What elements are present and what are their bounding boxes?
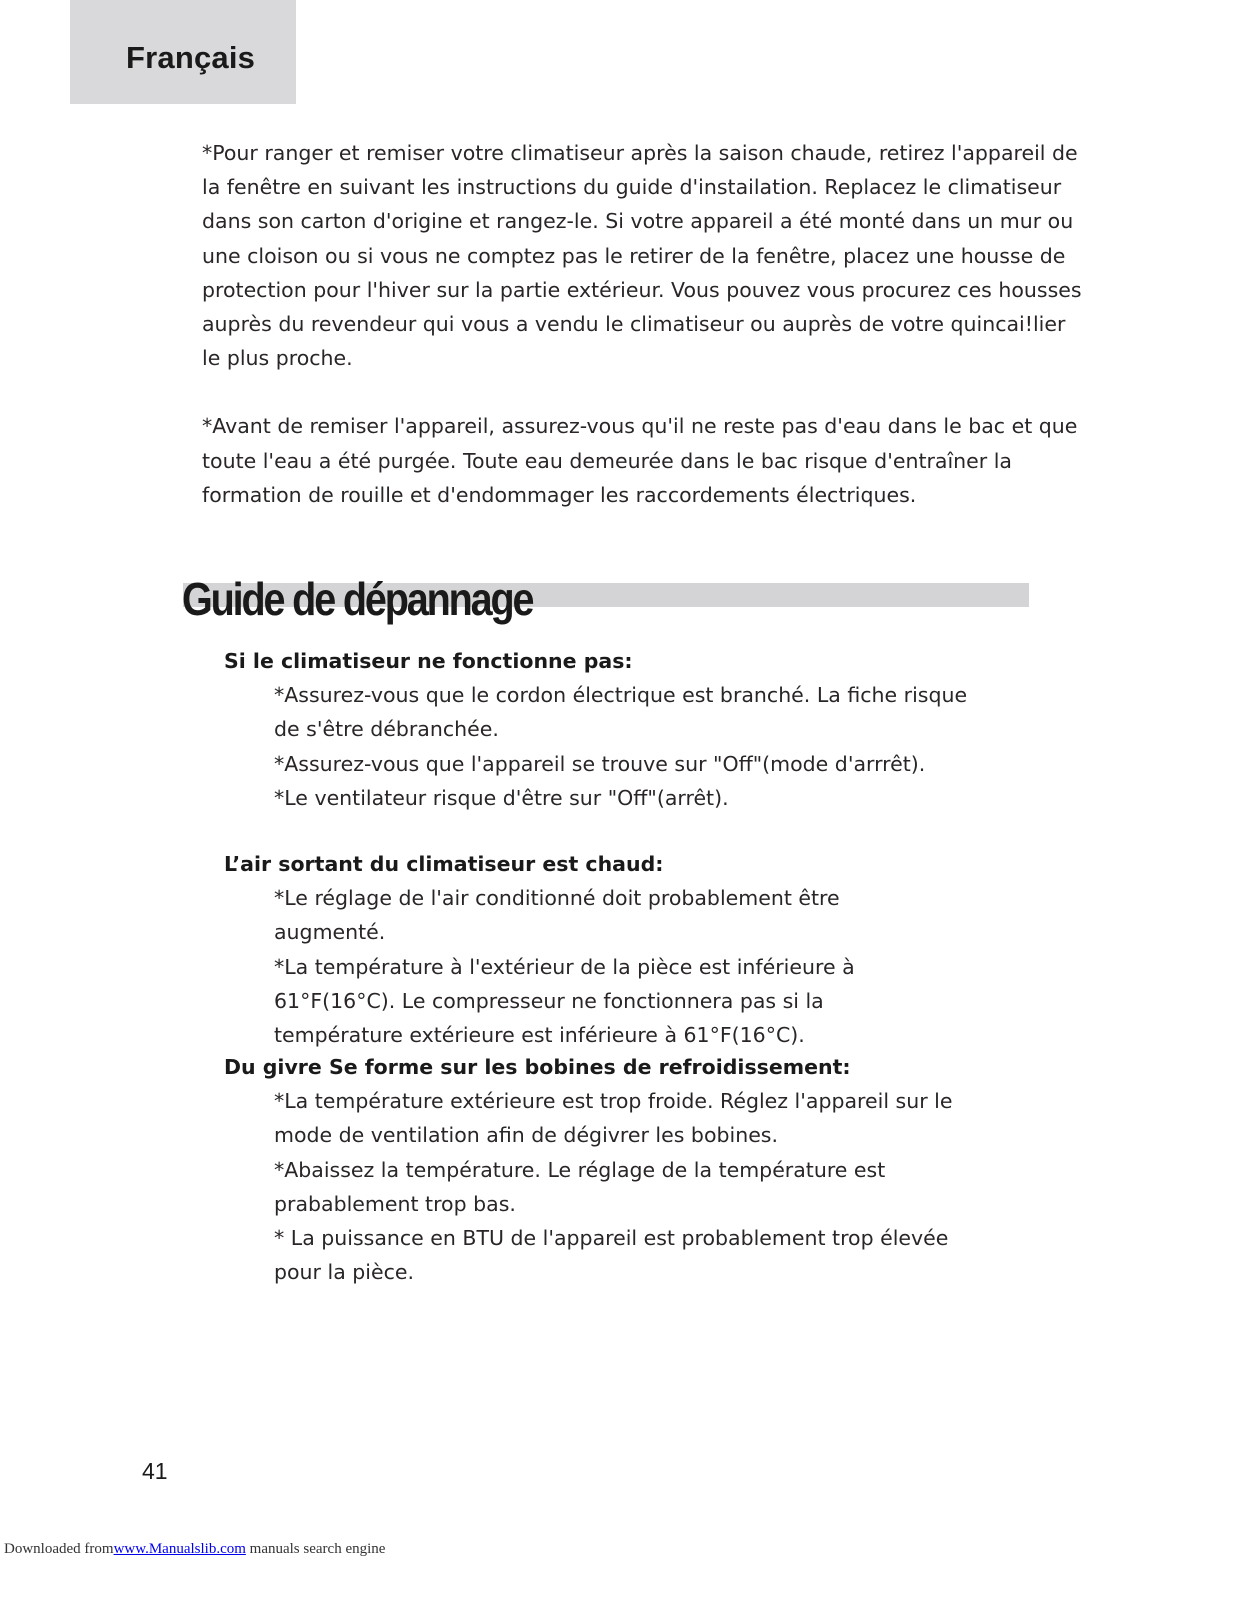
- manualslib-link[interactable]: www.Manualslib.com: [113, 1541, 246, 1557]
- list-item: *Assurez-vous que l'appareil se trouve sur "Off"(mode d'arrrêt).: [274, 751, 926, 776]
- section-heading: Du givre Se forme sur les bobines de refroidissement:: [224, 1055, 851, 1079]
- footer-suffix: manuals search engine: [245, 1541, 386, 1557]
- section-heading: Si le climatiseur ne fonctionne pas:: [224, 649, 633, 673]
- intro-paragraph: *Pour ranger et remiser votre climatiseur après la saison chaude, retirez l'appareil de la fenêtre en suivant les instructions du guide d'instailation. Replacez le climatiseur dans son carton d'origine et rangez-le. Si votre appareil a été monté dans un mur ou une cloison ou si vous ne comptez pas le retirer de la fenêtre, placez une housse de protection pour l'hiver sur la partie extérieur. Vous pouvez vous procurez ces housses auprès du revendeur qui vous a vendu le climatiseur ou auprès de votre quincai!lier le plus proche.: [202, 141, 1082, 371]
- language-label: Français: [126, 40, 256, 75]
- troubleshooting-section: [224, 847, 1104, 1052]
- list-item: *Assurez-vous que le cordon électrique est branché. La fiche risque de s'être débranchée.: [274, 683, 968, 742]
- troubleshooting-section: [224, 1050, 1104, 1289]
- section-title: Guide de dépannage: [182, 573, 533, 625]
- list-item: *Le ventilateur risque d'être sur "Off"(arrêt).: [274, 785, 729, 810]
- list-item: * La puissance en BTU de l'appareil est probablement trop élevée pour la pièce.: [274, 1226, 949, 1285]
- section-items: [224, 678, 994, 815]
- section-heading: L’air sortant du climatiseur est chaud:: [224, 852, 664, 876]
- page-number: 41: [142, 1458, 168, 1484]
- footer-prefix: Downloaded from: [4, 1541, 114, 1557]
- section-items: [224, 881, 934, 1052]
- list-item: *Abaissez la température. Le réglage de la température est prabablement trop bas.: [274, 1157, 886, 1216]
- download-footer: [4, 1541, 385, 1558]
- intro-text: [202, 136, 1082, 512]
- intro-paragraph: *Avant de remiser l'appareil, assurez-vous qu'il ne reste pas d'eau dans le bac et que toute l'eau a été purgée. Toute eau demeurée dans le bac risque d'entraîner la formation de rouille et d'endommager les raccordements électriques.: [202, 414, 1078, 507]
- list-item: *La température à l'extérieur de la pièce est inférieure à 61°F(16°C). Le compresseur ne fonctionnera pas si la température extérieure est inférieure à 61°F(16°C).: [274, 954, 855, 1048]
- troubleshooting-section: [224, 644, 1104, 815]
- list-item: *La température extérieure est trop froide. Réglez l'appareil sur le mode de ventilation afin de dégivrer les bobines.: [274, 1089, 953, 1148]
- list-item: *Le réglage de l'air conditionné doit probablement être augmenté.: [274, 886, 840, 945]
- section-items: [224, 1084, 994, 1289]
